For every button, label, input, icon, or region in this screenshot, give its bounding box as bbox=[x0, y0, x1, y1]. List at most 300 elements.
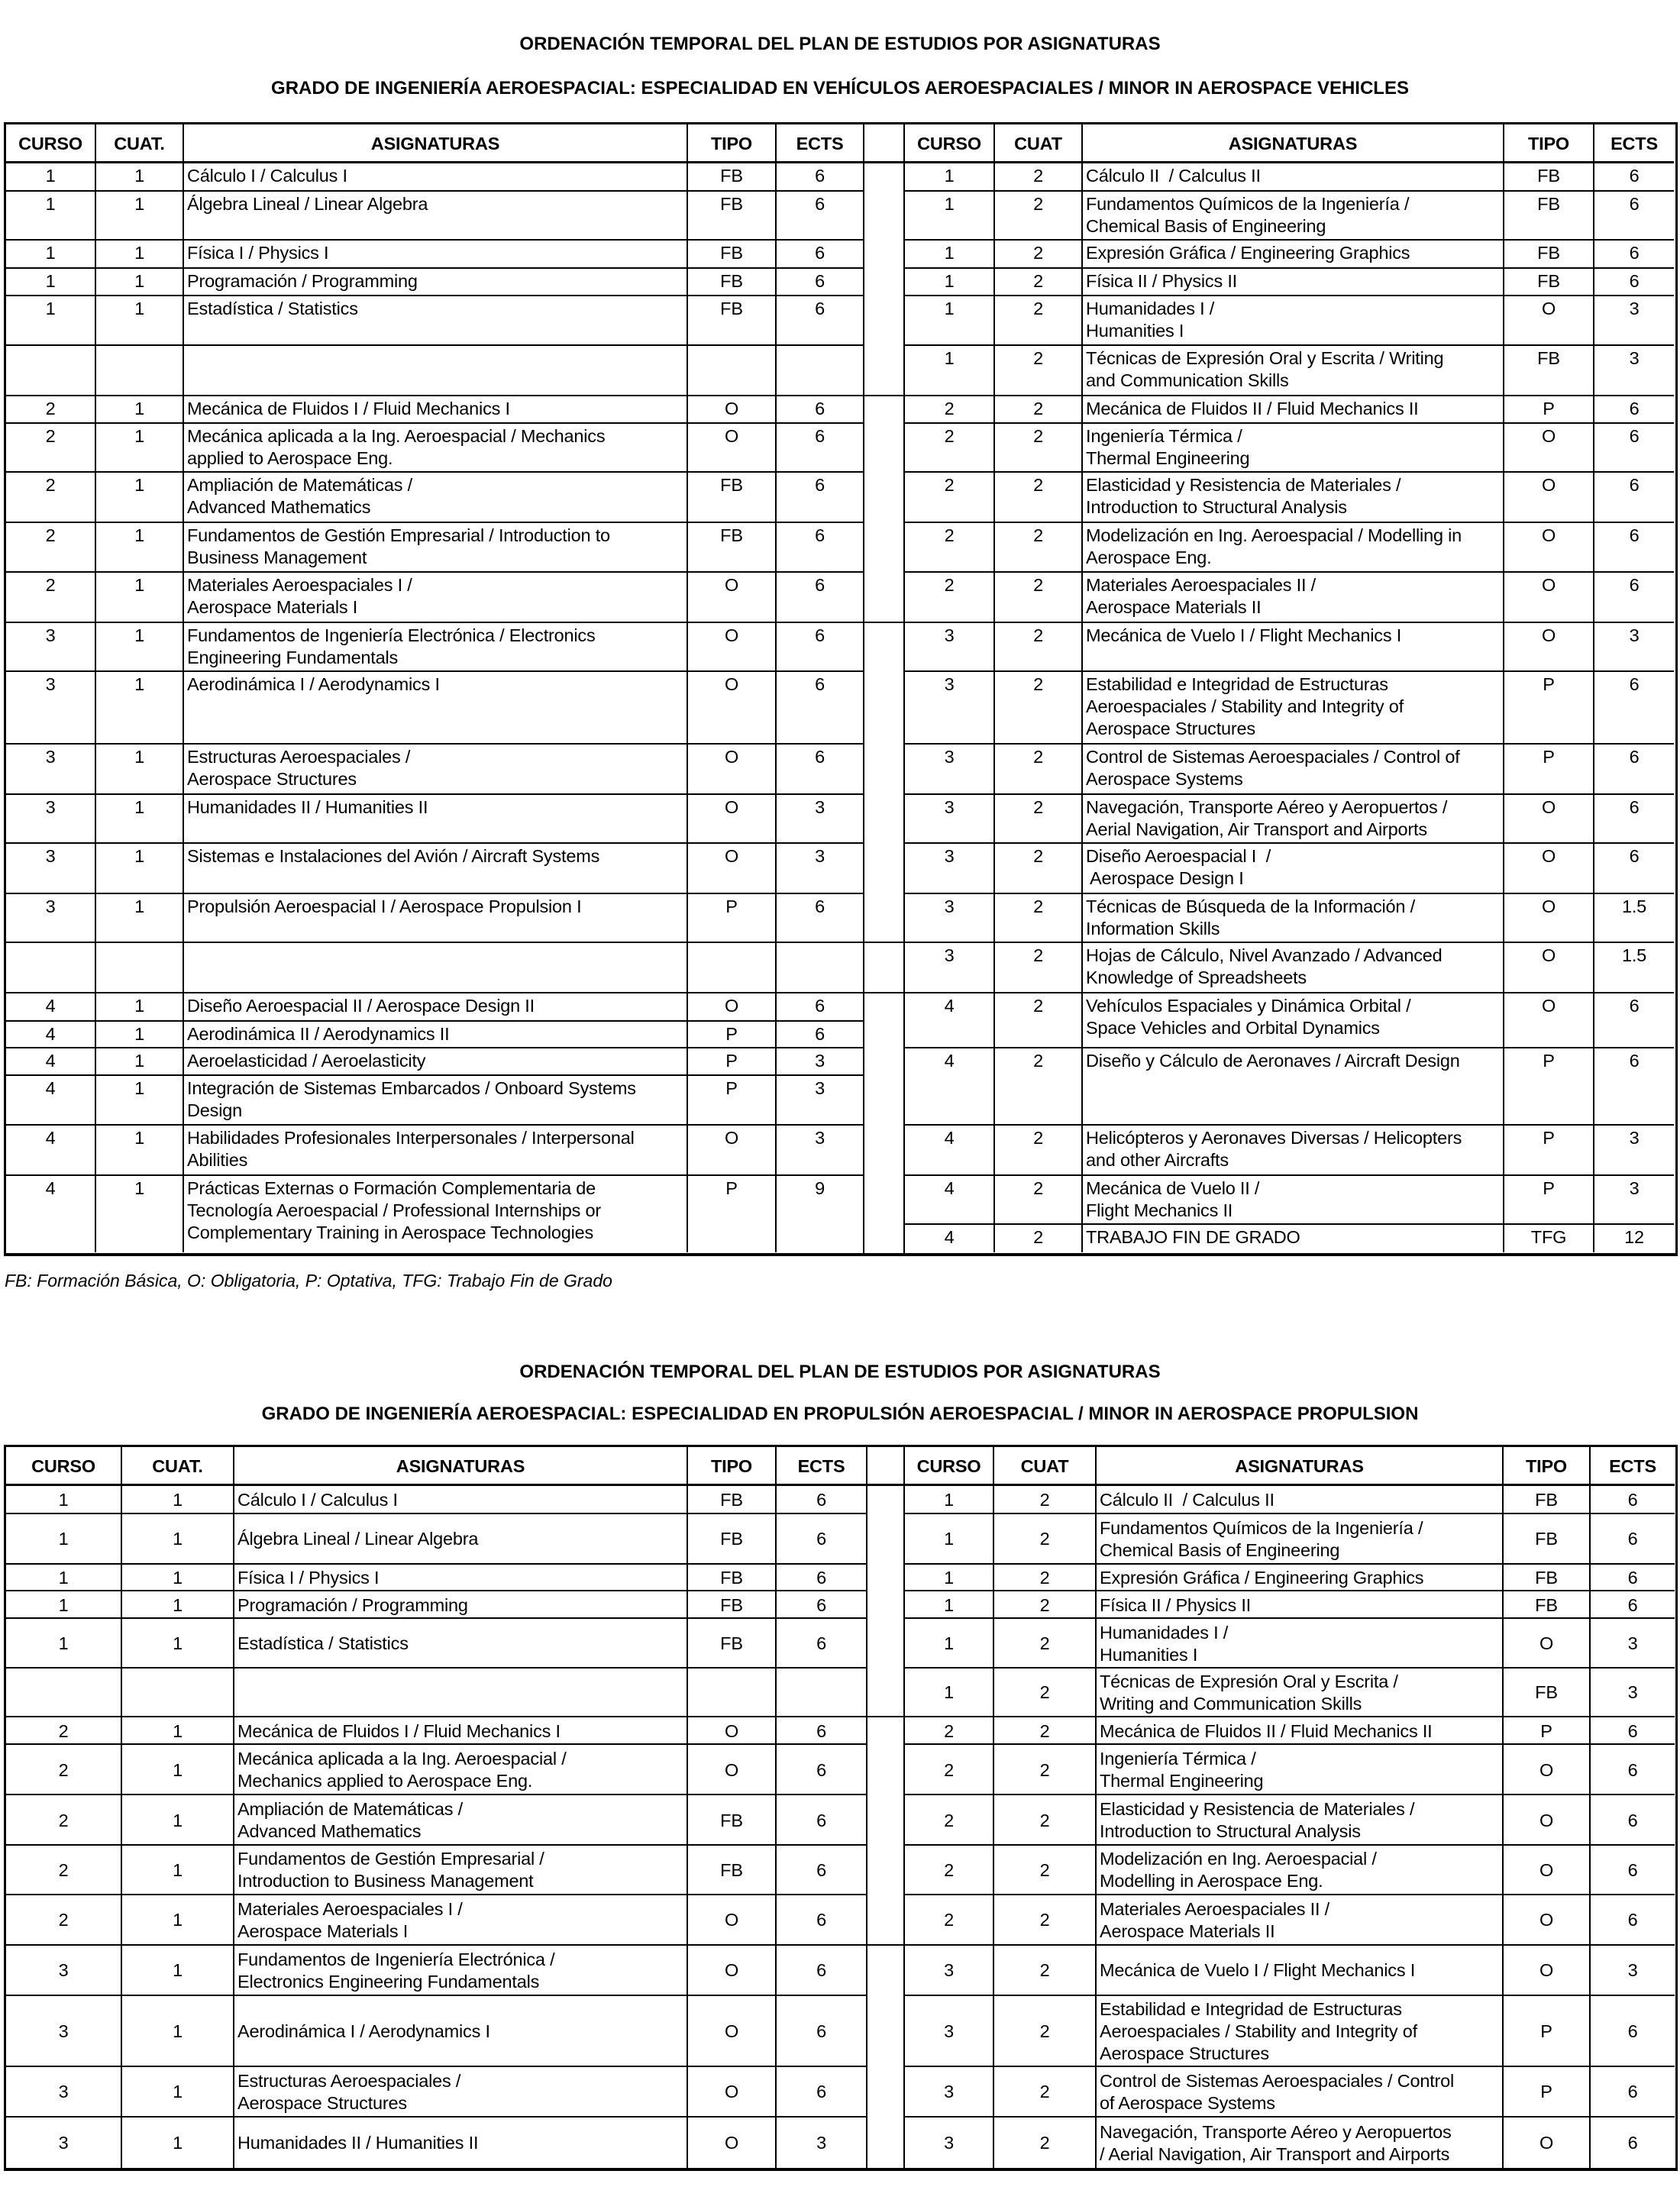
cuatrimestre-cell: 1 bbox=[96, 745, 184, 793]
asignatura-cell: Materiales Aeroespaciales II / Aerospace Materials II bbox=[1097, 1895, 1504, 1944]
cuatrimestre-cell: 1 bbox=[122, 1895, 234, 1944]
table-row bbox=[905, 943, 1674, 993]
ects-cell: 6 bbox=[816, 2021, 826, 2041]
table-row bbox=[6, 1176, 863, 1253]
asignatura-cell: Fundamentos de Ingeniería Electrónica / Electronics Engineering Fundamentals bbox=[234, 1946, 688, 1995]
asignatura-cell: Fundamentos Químicos de la Ingeniería / Chemical Basis of Engineering bbox=[1083, 192, 1504, 239]
tipo-cell: O bbox=[1504, 623, 1594, 670]
left-half bbox=[6, 124, 863, 1253]
table-row bbox=[905, 1745, 1675, 1795]
curso-cell: 4 bbox=[905, 1126, 995, 1174]
curso-cell: 4 bbox=[6, 1048, 96, 1075]
tipo-cell: FB bbox=[1504, 1591, 1591, 1618]
tipo-cell: FB bbox=[688, 1565, 777, 1590]
tipo-cell: O bbox=[688, 993, 777, 1020]
curso-cell: 1 bbox=[905, 1591, 994, 1618]
curso-cell: 3 bbox=[905, 672, 995, 743]
asignatura-cell: Habilidades Profesionales Interpersonales / Interpersonal Abilities bbox=[184, 1126, 688, 1174]
study-plan-table-propulsion bbox=[4, 1445, 1678, 2171]
table-row bbox=[905, 424, 1674, 473]
table-row bbox=[905, 993, 1674, 1048]
asignatura-cell: Mecánica de Vuelo I / Flight Mechanics I bbox=[1097, 1946, 1504, 1995]
cuatrimestre-cell: 1 bbox=[122, 1591, 234, 1618]
header-ects: ECTS bbox=[796, 133, 844, 153]
cuatrimestre-cell: 1 bbox=[122, 2067, 234, 2116]
tipo-cell: FB bbox=[688, 1846, 777, 1893]
table-row bbox=[905, 163, 1674, 192]
table-row bbox=[6, 1486, 866, 1514]
cuatrimestre-cell: 1 bbox=[96, 296, 184, 344]
curso-cell: 1 bbox=[905, 1514, 994, 1563]
curso-cell: 2 bbox=[6, 1795, 122, 1844]
asignatura-cell: Materiales Aeroespaciales II / Aerospace Materials II bbox=[1083, 573, 1504, 622]
table-row bbox=[905, 795, 1674, 844]
cuatrimestre-cell: 1 bbox=[96, 894, 184, 942]
header-ects: ECTS bbox=[797, 1455, 845, 1476]
asignatura-cell: Prácticas Externas o Formación Complementaria de Tecnología Aeroespacial / Professional Internships or Complementary Training in Aerospace Technologies bbox=[184, 1176, 688, 1253]
ects-cell: 6 bbox=[1627, 2021, 1638, 2041]
curso-cell: 1 bbox=[905, 269, 995, 296]
asignatura-cell: Estabilidad e Integridad de Estructuras Aeroespaciales / Stability and Integrity of Aerospace Structures bbox=[1097, 1996, 1504, 2066]
curso-cell: 3 bbox=[905, 943, 995, 992]
curso-cell: 2 bbox=[905, 1745, 994, 1794]
cuatrimestre-cell: 2 bbox=[995, 745, 1083, 793]
table-row bbox=[6, 1669, 866, 1717]
table-row bbox=[905, 844, 1674, 894]
separator-header bbox=[867, 1447, 903, 1486]
header-asignatura: ASIGNATURAS bbox=[1083, 124, 1504, 161]
header-tipo: TIPO bbox=[1504, 124, 1594, 161]
ects-cell: 6 bbox=[1629, 426, 1640, 447]
asignatura-cell: Humanidades II / Humanities II bbox=[234, 2118, 688, 2168]
tipo-cell: O bbox=[688, 745, 777, 793]
curso-cell: 4 bbox=[6, 1022, 96, 1047]
table-row bbox=[6, 1022, 863, 1048]
asignatura-cell: Diseño y Cálculo de Aeronaves / Aircraft Design bbox=[1083, 1048, 1504, 1124]
asignatura-cell: Álgebra Lineal / Linear Algebra bbox=[234, 1514, 688, 1563]
table-row bbox=[6, 1514, 866, 1565]
table-row bbox=[6, 1745, 866, 1795]
asignatura-cell bbox=[184, 943, 688, 992]
curso-cell: 1 bbox=[905, 1619, 994, 1666]
ects-cell: 9 bbox=[815, 1177, 825, 1198]
header-cuatrimestre: CUAT bbox=[994, 1447, 1097, 1484]
ects-cell: 3 bbox=[815, 846, 825, 867]
cuatrimestre-cell: 1 bbox=[96, 163, 184, 190]
table-row bbox=[6, 1846, 866, 1895]
tipo-cell: O bbox=[1504, 894, 1594, 942]
ects-cell: 3 bbox=[1627, 1960, 1638, 1981]
cuatrimestre-cell: 2 bbox=[994, 1717, 1097, 1744]
asignatura-cell: Expresión Gráfica / Engineering Graphics bbox=[1083, 241, 1504, 267]
curso-cell: 1 bbox=[6, 163, 96, 190]
ects-cell: 6 bbox=[1629, 270, 1640, 291]
cuatrimestre-cell: 2 bbox=[995, 844, 1083, 893]
tipo-cell: FB bbox=[688, 1795, 777, 1844]
ects-cell: 6 bbox=[1627, 1594, 1638, 1615]
asignatura-cell: Ingeniería Térmica / Thermal Engineering bbox=[1083, 424, 1504, 471]
curso-cell: 2 bbox=[905, 396, 995, 423]
section-2-title: ORDENACIÓN TEMPORAL DEL PLAN DE ESTUDIOS POR ASIGNATURAS bbox=[519, 1362, 1161, 1382]
table-row bbox=[6, 943, 863, 993]
ects-cell: 1.5 bbox=[1621, 896, 1647, 917]
curso-cell: 4 bbox=[905, 993, 995, 1046]
tipo-cell: FB bbox=[1504, 269, 1594, 296]
curso-cell: 3 bbox=[905, 2118, 994, 2168]
cuatrimestre-cell: 1 bbox=[96, 1176, 184, 1253]
asignatura-cell: Álgebra Lineal / Linear Algebra bbox=[184, 192, 688, 239]
asignatura-cell: Estructuras Aeroespaciales / Aerospace Structures bbox=[234, 2067, 688, 2116]
curso-cell: 3 bbox=[6, 672, 96, 743]
ects-cell: 6 bbox=[816, 2082, 826, 2102]
table-row bbox=[905, 623, 1674, 672]
cuatrimestre-cell: 2 bbox=[995, 1126, 1083, 1174]
tipo-cell: FB bbox=[688, 296, 777, 344]
tipo-cell: P bbox=[1504, 1048, 1594, 1124]
cuatrimestre-cell: 1 bbox=[122, 1514, 234, 1563]
tipo-cell: O bbox=[688, 1895, 777, 1944]
tipo-cell: O bbox=[1504, 844, 1594, 893]
asignatura-cell: Elasticidad y Resistencia de Materiales / Introduction to Structural Analysis bbox=[1083, 473, 1504, 522]
table-row bbox=[905, 1048, 1674, 1126]
separator-block bbox=[867, 1717, 903, 1946]
ects-cell bbox=[777, 943, 863, 992]
asignatura-cell: Física II / Physics II bbox=[1083, 269, 1504, 296]
curso-cell: 3 bbox=[6, 1996, 122, 2066]
separator-block bbox=[864, 396, 903, 623]
asignatura-cell: Estadística / Statistics bbox=[234, 1619, 688, 1666]
curso-cell: 2 bbox=[6, 1895, 122, 1944]
section-1-title: ORDENACIÓN TEMPORAL DEL PLAN DE ESTUDIOS POR ASIGNATURAS bbox=[519, 34, 1161, 54]
tipo-cell bbox=[688, 346, 777, 395]
table-row bbox=[6, 623, 863, 672]
cuatrimestre-cell: 2 bbox=[994, 1745, 1097, 1794]
header-asignatura: ASIGNATURAS bbox=[1097, 1447, 1504, 1484]
tipo-cell: P bbox=[1504, 1717, 1591, 1744]
table-row bbox=[905, 1895, 1675, 1946]
tipo-cell: FB bbox=[1504, 1486, 1591, 1513]
tipo-cell: O bbox=[1504, 1795, 1591, 1844]
asignatura-cell: Hojas de Cálculo, Nivel Avanzado / Advanced Knowledge of Spreadsheets bbox=[1083, 943, 1504, 992]
table-row bbox=[905, 1225, 1674, 1253]
cuatrimestre-cell: 2 bbox=[994, 1669, 1097, 1716]
curso-cell: 3 bbox=[6, 2118, 122, 2168]
cuatrimestre-cell: 2 bbox=[995, 396, 1083, 423]
curso-cell: 3 bbox=[6, 745, 96, 793]
table-row bbox=[6, 844, 863, 894]
ects-cell: 3 bbox=[1629, 625, 1640, 645]
tipo-cell: O bbox=[1504, 1745, 1591, 1794]
asignatura-cell: Mecánica aplicada a la Ing. Aeroespacial / Mechanics applied to Aerospace Eng. bbox=[234, 1745, 688, 1794]
tipo-cell: O bbox=[1504, 943, 1594, 992]
asignatura-cell bbox=[234, 1669, 688, 1716]
ects-cell: 6 bbox=[1627, 1910, 1638, 1930]
header-curso: CURSO bbox=[905, 124, 995, 161]
cuatrimestre-cell: 1 bbox=[122, 1795, 234, 1844]
asignatura-cell bbox=[184, 346, 688, 395]
ects-cell: 6 bbox=[816, 1859, 826, 1880]
cuatrimestre-cell: 1 bbox=[122, 1996, 234, 2066]
table-row bbox=[6, 2067, 866, 2118]
curso-cell: 2 bbox=[6, 1717, 122, 1744]
cuatrimestre-cell: 2 bbox=[994, 1846, 1097, 1893]
ects-cell: 6 bbox=[815, 1023, 825, 1044]
tipo-cell: FB bbox=[1504, 1565, 1591, 1590]
cuatrimestre-cell: 2 bbox=[994, 1486, 1097, 1513]
cuatrimestre-cell bbox=[96, 943, 184, 992]
tipo-cell: FB bbox=[1504, 346, 1594, 395]
header-tipo: TIPO bbox=[688, 1447, 777, 1484]
curso-cell: 1 bbox=[6, 269, 96, 296]
curso-cell: 4 bbox=[6, 993, 96, 1020]
cuatrimestre-cell: 1 bbox=[96, 573, 184, 622]
ects-cell: 6 bbox=[815, 193, 825, 214]
curso-cell: 2 bbox=[905, 473, 995, 522]
curso-cell: 3 bbox=[905, 2067, 994, 2116]
tipo-cell: O bbox=[688, 672, 777, 743]
ects-cell: 6 bbox=[1627, 1810, 1638, 1830]
table-row bbox=[905, 1717, 1675, 1746]
table-row bbox=[6, 894, 863, 943]
separator-block bbox=[864, 623, 903, 944]
header-ects: ECTS bbox=[1609, 1455, 1656, 1476]
tipo-cell: O bbox=[688, 844, 777, 893]
tipo-cell: FB bbox=[688, 473, 777, 522]
tipo-cell: FB bbox=[688, 163, 777, 190]
table-row bbox=[6, 573, 863, 623]
separator-block bbox=[864, 993, 903, 1252]
separator-block bbox=[867, 1946, 903, 2168]
asignatura-cell: Ingeniería Térmica / Thermal Engineering bbox=[1097, 1745, 1504, 1794]
table-row bbox=[6, 1126, 863, 1176]
table-row bbox=[6, 2118, 866, 2168]
table-row bbox=[905, 672, 1674, 745]
asignatura-cell: Física I / Physics I bbox=[234, 1565, 688, 1590]
study-plan-table-vehicles bbox=[4, 122, 1678, 1256]
ects-cell: 6 bbox=[1627, 1759, 1638, 1780]
ects-cell: 6 bbox=[815, 398, 825, 418]
curso-cell: 3 bbox=[6, 2067, 122, 2116]
ects-cell: 6 bbox=[816, 1810, 826, 1830]
tipo-cell: O bbox=[1504, 1619, 1591, 1666]
table-row bbox=[6, 745, 863, 795]
table-row bbox=[905, 473, 1674, 523]
ects-cell: 6 bbox=[816, 1720, 826, 1741]
tipo-cell: O bbox=[688, 396, 777, 423]
right-half bbox=[905, 1447, 1675, 2168]
curso-cell: 2 bbox=[6, 1846, 122, 1893]
tipo-cell: O bbox=[688, 424, 777, 471]
ects-cell: 6 bbox=[1629, 525, 1640, 546]
asignatura-cell: Control de Sistemas Aeroespaciales / Control of Aerospace Systems bbox=[1083, 745, 1504, 793]
cuatrimestre-cell: 2 bbox=[995, 163, 1083, 190]
asignatura-cell: Cálculo II / Calculus II bbox=[1083, 163, 1504, 190]
curso-cell: 1 bbox=[905, 192, 995, 239]
curso-cell: 3 bbox=[905, 1946, 994, 1995]
ects-cell: 6 bbox=[1629, 674, 1640, 694]
tipo-cell: O bbox=[1504, 1946, 1591, 1995]
tipo-cell: O bbox=[1504, 2118, 1591, 2168]
table-row bbox=[905, 1514, 1675, 1565]
asignatura-cell: Técnicas de Búsqueda de la Información / Information Skills bbox=[1083, 894, 1504, 942]
tipo-cell: FB bbox=[688, 241, 777, 267]
ects-cell bbox=[777, 1669, 866, 1716]
cuatrimestre-cell: 2 bbox=[995, 993, 1083, 1046]
asignatura-cell: Cálculo I / Calculus I bbox=[234, 1486, 688, 1513]
ects-cell: 6 bbox=[1629, 193, 1640, 214]
tipo-cell: O bbox=[1504, 523, 1594, 570]
cuatrimestre-cell: 2 bbox=[995, 424, 1083, 471]
table-row bbox=[6, 1895, 866, 1946]
ects-cell: 6 bbox=[1629, 574, 1640, 595]
header-curso: CURSO bbox=[905, 1447, 994, 1484]
asignatura-cell: Integración de Sistemas Embarcados / Onboard Systems Design bbox=[184, 1076, 688, 1123]
curso-cell: 3 bbox=[905, 894, 995, 942]
cuatrimestre-cell: 2 bbox=[994, 1565, 1097, 1590]
asignatura-cell: Aerodinámica II / Aerodynamics II bbox=[184, 1022, 688, 1047]
ects-cell: 3 bbox=[815, 1050, 825, 1071]
cuatrimestre-cell: 2 bbox=[994, 1996, 1097, 2066]
tipo-cell: FB bbox=[688, 523, 777, 570]
cuatrimestre-cell: 1 bbox=[96, 523, 184, 570]
ects-cell: 6 bbox=[816, 1960, 826, 1981]
tipo-cell: P bbox=[1504, 2067, 1591, 2116]
tipo-cell: O bbox=[688, 2067, 777, 2116]
cuatrimestre-cell: 2 bbox=[994, 2067, 1097, 2116]
cuatrimestre-cell: 1 bbox=[96, 844, 184, 893]
ects-cell: 6 bbox=[815, 243, 825, 263]
header-row bbox=[6, 1447, 866, 1486]
cuatrimestre-cell: 2 bbox=[995, 1225, 1083, 1253]
ects-cell: 6 bbox=[816, 1594, 826, 1615]
asignatura-cell: Técnicas de Expresión Oral y Escrita / Writing and Communication Skills bbox=[1083, 346, 1504, 395]
curso-cell: 2 bbox=[905, 1846, 994, 1893]
cuatrimestre-cell: 2 bbox=[995, 623, 1083, 670]
table-row bbox=[6, 1795, 866, 1846]
tipo-cell: O bbox=[1504, 1846, 1591, 1893]
ects-cell: 6 bbox=[1629, 846, 1640, 867]
ects-cell: 6 bbox=[815, 996, 825, 1016]
ects-cell: 6 bbox=[815, 299, 825, 319]
ects-cell: 6 bbox=[815, 426, 825, 447]
tipo-cell: P bbox=[688, 1176, 777, 1253]
ects-cell: 6 bbox=[1629, 475, 1640, 496]
curso-cell: 4 bbox=[905, 1176, 995, 1223]
curso-cell: 2 bbox=[905, 1895, 994, 1944]
curso-cell: 4 bbox=[6, 1076, 96, 1123]
table-row bbox=[905, 1846, 1675, 1895]
left-half bbox=[6, 1447, 866, 2168]
section-2-subtitle: GRADO DE INGENIERÍA AEROESPACIAL: ESPECIALIDAD EN PROPULSIÓN AEROESPACIAL / MINOR IN AEROSPACE PROPULSION bbox=[261, 1404, 1419, 1424]
ects-cell: 12 bbox=[1624, 1226, 1644, 1247]
curso-cell: 3 bbox=[6, 623, 96, 670]
tipo-cell: O bbox=[1504, 573, 1594, 622]
table-row bbox=[6, 795, 863, 844]
table-row bbox=[905, 894, 1674, 943]
curso-cell: 2 bbox=[6, 424, 96, 471]
cuatrimestre-cell: 1 bbox=[122, 1565, 234, 1590]
ects-cell: 6 bbox=[815, 896, 825, 917]
header-cuatrimestre: CUAT bbox=[995, 124, 1083, 161]
cuatrimestre-cell: 1 bbox=[122, 1846, 234, 1893]
ects-cell: 3 bbox=[1629, 1127, 1640, 1148]
asignatura-cell: Aeroelasticidad / Aeroelasticity bbox=[184, 1048, 688, 1075]
cuatrimestre-cell: 2 bbox=[995, 192, 1083, 239]
tipo-cell: O bbox=[688, 1745, 777, 1794]
table-row bbox=[6, 1565, 866, 1591]
asignatura-cell: Mecánica de Vuelo I / Flight Mechanics I bbox=[1083, 623, 1504, 670]
tipo-cell: FB bbox=[688, 269, 777, 296]
tipo-cell: P bbox=[1504, 1176, 1594, 1223]
curso-cell: 2 bbox=[905, 424, 995, 471]
ects-cell: 3 bbox=[815, 1078, 825, 1099]
curso-cell: 2 bbox=[905, 1795, 994, 1844]
ects-cell: 6 bbox=[1627, 2082, 1638, 2102]
ects-cell: 6 bbox=[1629, 166, 1640, 186]
asignatura-cell: Técnicas de Expresión Oral y Escrita / Writing and Communication Skills bbox=[1097, 1669, 1504, 1716]
cuatrimestre-cell: 2 bbox=[995, 473, 1083, 522]
tipo-cell: O bbox=[688, 1717, 777, 1744]
tipo-cell: O bbox=[1504, 993, 1594, 1046]
cuatrimestre-cell: 1 bbox=[122, 1486, 234, 1513]
header-asignatura: ASIGNATURAS bbox=[234, 1447, 688, 1484]
asignatura-cell: Ampliación de Matemáticas / Advanced Mathematics bbox=[234, 1795, 688, 1844]
curso-cell: 1 bbox=[905, 1669, 994, 1716]
ects-cell: 3 bbox=[1627, 1633, 1638, 1654]
asignatura-cell: Navegación, Transporte Aéreo y Aeropuertos / Aerial Navigation, Air Transport and Airports bbox=[1097, 2118, 1504, 2168]
curso-cell: 3 bbox=[6, 795, 96, 842]
ects-cell: 6 bbox=[815, 674, 825, 694]
separator-block bbox=[864, 943, 903, 993]
asignatura-cell: Física I / Physics I bbox=[184, 241, 688, 267]
table-row bbox=[905, 2118, 1675, 2168]
curso-cell: 2 bbox=[6, 1745, 122, 1794]
table-row bbox=[905, 1591, 1675, 1620]
ects-cell: 6 bbox=[815, 625, 825, 645]
ects-cell: 6 bbox=[816, 1567, 826, 1588]
header-row bbox=[6, 124, 863, 163]
cuatrimestre-cell: 2 bbox=[994, 1591, 1097, 1618]
table-row bbox=[6, 424, 863, 473]
curso-cell bbox=[6, 1669, 122, 1716]
ects-cell: 6 bbox=[1629, 398, 1640, 418]
ects-cell: 1.5 bbox=[1621, 945, 1647, 966]
separator-block bbox=[864, 163, 903, 396]
tipo-cell: O bbox=[688, 573, 777, 622]
table-row bbox=[905, 396, 1674, 425]
curso-cell: 4 bbox=[6, 1176, 96, 1253]
ects-cell: 6 bbox=[816, 1490, 826, 1510]
table-row bbox=[905, 1996, 1675, 2067]
cuatrimestre-cell: 2 bbox=[995, 241, 1083, 267]
curso-cell: 1 bbox=[905, 1565, 994, 1590]
asignatura-cell: Expresión Gráfica / Engineering Graphics bbox=[1097, 1565, 1504, 1590]
ects-cell: 6 bbox=[815, 166, 825, 186]
asignatura-cell: TRABAJO FIN DE GRADO bbox=[1083, 1225, 1504, 1253]
table-row bbox=[6, 192, 863, 241]
ects-cell: 6 bbox=[1627, 2133, 1638, 2153]
tipo-cell: P bbox=[1504, 1126, 1594, 1174]
separator-header bbox=[864, 124, 903, 163]
table-row bbox=[6, 1076, 863, 1125]
ects-cell: 6 bbox=[1627, 1529, 1638, 1549]
table-row bbox=[905, 1669, 1675, 1717]
cuatrimestre-cell: 1 bbox=[96, 795, 184, 842]
ects-cell: 6 bbox=[1627, 1859, 1638, 1880]
table-row bbox=[905, 1176, 1674, 1225]
cuatrimestre-cell: 1 bbox=[96, 1048, 184, 1075]
asignatura-cell: Ampliación de Matemáticas / Advanced Mathematics bbox=[184, 473, 688, 522]
